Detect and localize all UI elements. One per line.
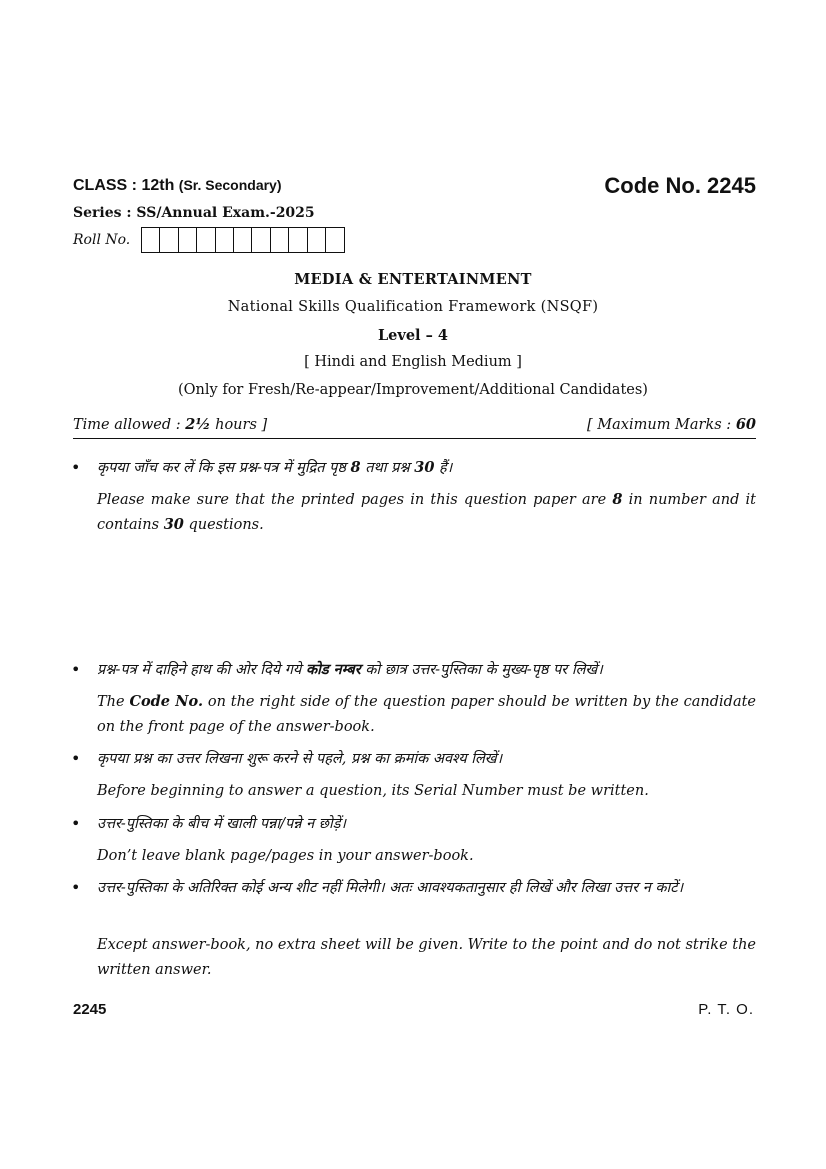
medium-note: [ Hindi and English Medium ] (304, 354, 522, 370)
roll-digit-box[interactable] (252, 228, 270, 252)
roll-digit-box[interactable] (234, 228, 252, 252)
roll-digit-box[interactable] (271, 228, 289, 252)
code-number: Code No. 2245 (604, 173, 756, 198)
roll-digit-box[interactable] (197, 228, 215, 252)
instruction-english: Except answer-book, no extra sheet will be given. Write to the point and do not strike the written answer. (97, 937, 756, 978)
class-sub: (Sr. Secondary) (178, 177, 282, 193)
instruction-hindi: प्रश्न-पत्र में दाहिने हाथ की ओर दिये गये कोड नम्बर को छात्र उत्तर-पुस्तिका के मुख्य-पृष्ठ पर लिखें। (97, 661, 603, 678)
bullet-icon: • (71, 660, 81, 679)
roll-number-label: Roll No. (73, 232, 131, 248)
time-unit: hours ] (210, 417, 268, 433)
bullet-icon: • (71, 458, 81, 477)
class-main: CLASS : 12th (73, 177, 175, 194)
roll-digit-box[interactable] (289, 228, 307, 252)
subject-title: MEDIA & ENTERTAINMENT (294, 271, 532, 288)
roll-digit-box[interactable] (160, 228, 178, 252)
roll-digit-box[interactable] (216, 228, 234, 252)
marks-value: 60 (735, 416, 756, 433)
roll-digit-box[interactable] (179, 228, 197, 252)
time-allowed (73, 416, 267, 433)
maximum-marks (587, 416, 756, 433)
level-title: Level – 4 (377, 327, 448, 344)
roll-digit-box[interactable] (326, 228, 344, 252)
bullet-icon: • (71, 878, 81, 897)
instruction-hindi: कृपया जाँच कर लें कि इस प्रश्न-पत्र में मुद्रित पृष्ठ 8 तथा प्रश्न 30 हैं। (97, 459, 453, 476)
instruction-english: The Code No. on the right side of the question paper should be written by the candidate on the front page of the answer-book. (97, 693, 757, 735)
instruction-english: Don’t leave blank page/pages in your answer-book. (97, 848, 474, 864)
footer-code: 2245 (73, 1001, 107, 1018)
candidates-note: (Only for Fresh/Re-appear/Improvement/Additional Candidates) (178, 382, 648, 398)
instruction-hindi: उत्तर-पुस्तिका के अतिरिक्त कोई अन्य शीट नहीं मिलेगी। अतः आवश्यकतानुसार ही लिखें और लिखा उत्तर न काटें। (97, 880, 684, 896)
time-label: Time allowed : (73, 417, 186, 433)
roll-digit-box[interactable] (308, 228, 326, 252)
instruction-hindi: कृपया प्रश्न का उत्तर लिखना शुरू करने से पहले, प्रश्न का क्रमांक अवश्य लिखें। (97, 751, 503, 767)
roll-number-boxes[interactable] (141, 227, 345, 253)
time-value: 2½ (185, 416, 211, 433)
bullet-icon: • (71, 814, 81, 833)
framework-title: National Skills Qualification Framework (NSQF) (227, 299, 599, 315)
bullet-icon: • (71, 749, 81, 768)
divider-rule (73, 438, 756, 439)
series-label: Series : SS/Annual Exam.-2025 (73, 205, 315, 221)
footer-pto: P. T. O. (698, 1001, 754, 1018)
instruction-hindi: उत्तर-पुस्तिका के बीच में खाली पन्ना/पन्ने न छोड़ें। (97, 816, 346, 832)
class-heading (73, 177, 282, 195)
instruction-english: Before beginning to answer a question, its Serial Number must be written. (97, 783, 649, 799)
roll-digit-box[interactable] (142, 228, 160, 252)
marks-label: [ Maximum Marks : (587, 417, 736, 433)
instruction-english: Please make sure that the printed pages in this question paper are 8 in number and it contains 30 questions. (97, 491, 756, 533)
